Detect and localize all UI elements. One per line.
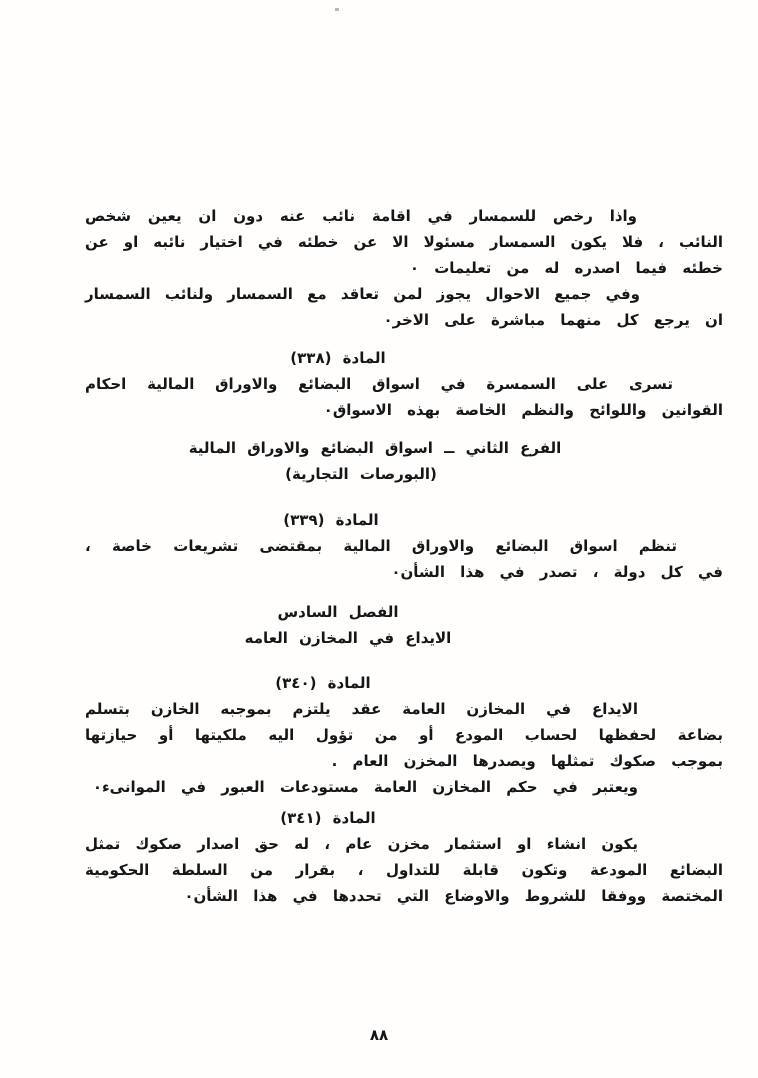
page-number: ٨٨ [369,1026,389,1044]
branch-heading-line2: (البورصات التجارية) [285,465,437,483]
chapter-heading-line2: الايداع في المخازن العامه [244,629,452,647]
chapter-heading-line1: الفصل السادس [277,603,399,621]
intro-paragraph-line: النائب ، فلا يكون السمسار مسئولا الا عن خطئه في اختيار نائبه او عن [85,233,723,251]
article-340-heading: المادة (٣٤٠) [275,674,371,692]
article-341-line: البضائع المودعة وتكون قابلة للتداول ، بقرار من السلطة الحكومية [85,861,723,879]
article-339-heading: المادة (٣٣٩) [283,511,379,529]
branch-heading-line1: الفرع الثاني ــ اسواق البضائع والاوراق المالية [188,439,562,457]
article-340-line: الايداع في المخازن العامة عقد يلتزم بموجبه الخازن بتسلم [85,700,638,718]
article-339-line: في كل دولة ، تصدر في هذا الشأن٠ [391,563,723,581]
intro-paragraph-line: خطئه فيما اصدره له من تعليمات ٠ [409,259,723,277]
article-341-line: يكون انشاء او استثمار مخزن عام ، له حق اصدار صكوك تمثل [85,835,638,853]
article-338-heading: المادة (٣٣٨) [290,349,386,367]
text-column [85,0,723,909]
intro-paragraph-line: واذا رخص للسمسار في اقامة نائب عنه دون ان يعين شخص [85,207,637,225]
article-339-line: تنظم اسواق البضائع والاوراق المالية بمقتضى تشريعات خاصة ، [85,537,677,555]
article-341-line: المختصة ووفقا للشروط والاوضاع التي تحددها في هذا الشأن٠ [184,887,723,905]
article-340-line: بموجب صكوك تمثلها ويصدرها المخزن العام . [331,752,723,770]
intro-paragraph-line: ان يرجع كل منهما مباشرة على الاخر٠ [383,311,723,329]
article-338-line: القوانين واللوائح والنظم الخاصة بهذه الاسواق٠ [323,401,723,419]
article-340-line: ويعتبر في حكم المخازن العامة مستودعات العبور في الموانىء٠ [92,778,638,796]
article-340-line: بضاعة لحفظها لحساب المودع أو من تؤول اليه ملكيتها أو حيازتها [85,726,723,744]
article-338-line: تسرى على السمسرة في اسواق البضائع والاوراق المالية احكام [85,375,673,393]
article-341-heading: المادة (٣٤١) [280,809,376,827]
intro-paragraph-line: وفي جميع الاحوال يجوز لمن تعاقد مع السمسار ولنائب السمسار [85,285,640,303]
